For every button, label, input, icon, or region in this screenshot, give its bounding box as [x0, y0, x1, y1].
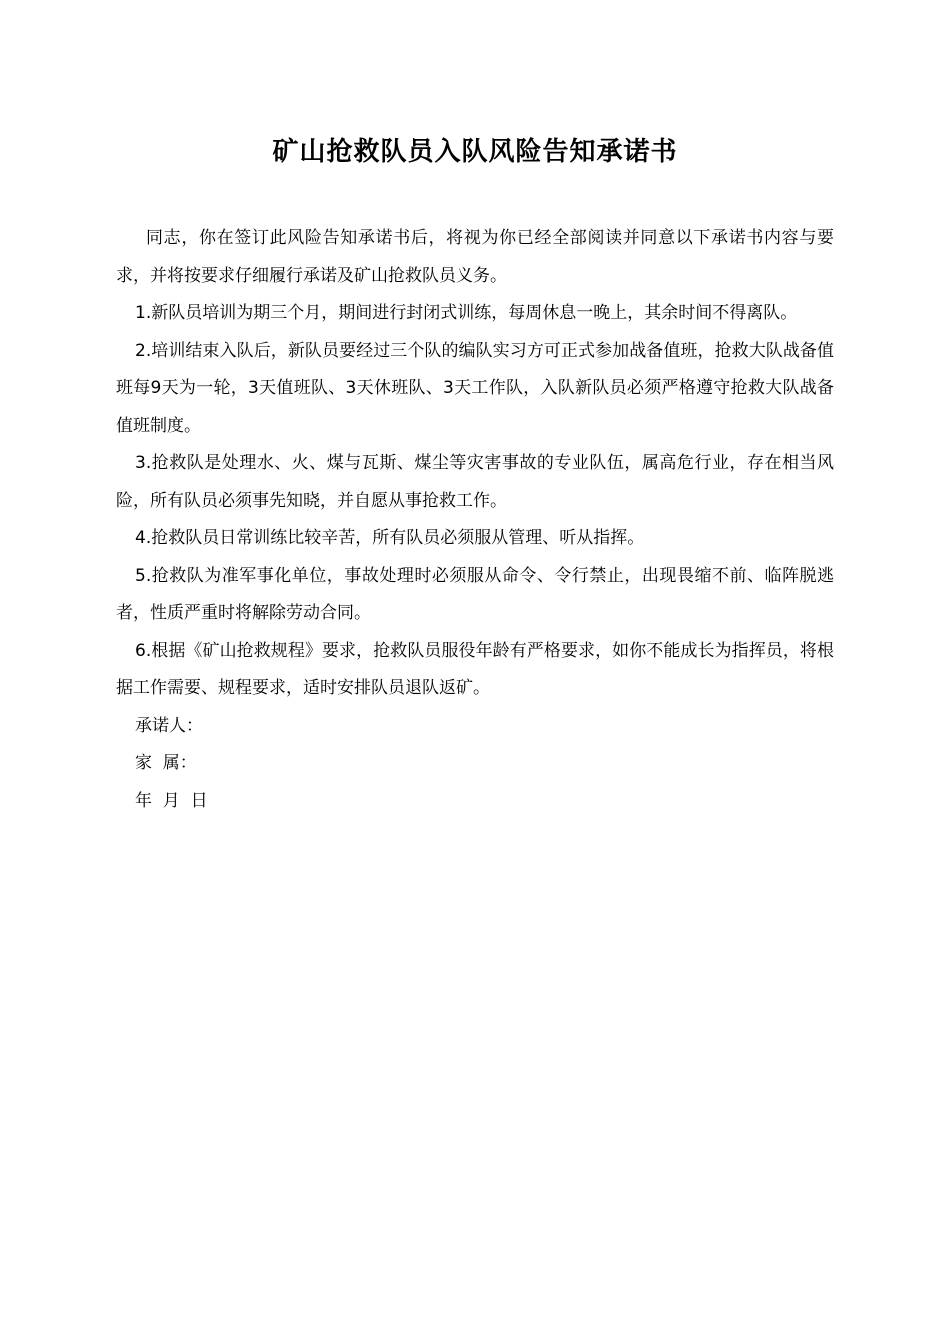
document-body [116, 220, 834, 820]
intro-paragraph: 同志，你在签订此风险告知承诺书后，将视为你已经全部阅读并同意以下承诺书内容与要求，并将按要求仔细履行承诺及矿山抢救队员义务。 [116, 228, 834, 286]
clause-1: 1.新队员培训为期三个月，期间进行封闭式训练，每周休息一晚上，其余时间不得离队。 [135, 303, 798, 323]
clause-3: 3.抢救队是处理水、火、煤与瓦斯、煤尘等灾害事故的专业队伍，属高危行业，存在相当风险，所有队员必须事先知晓，并自愿从事抢救工作。 [116, 453, 834, 511]
clause-6: 6.根据《矿山抢救规程》要求，抢救队员服役年龄有严格要求，如你不能成长为指挥员，将根据工作需要、规程要求，适时安排队员退队返矿。 [116, 640, 834, 698]
clause-2: 2.培训结束入队后，新队员要经过三个队的编队实习方可正式参加战备值班，抢救大队战备值班每9天为一轮，3天值班队、3天休班队、3天工作队，入队新队员必须严格遵守抢救大队战备值班制度。 [116, 340, 834, 436]
document-title: 矿山抢救队员入队风险告知承诺书 [272, 137, 678, 167]
family-signature-line: 家 属： [135, 753, 197, 773]
clause-5: 5.抢救队为准军事化单位，事故处理时必须服从命令、令行禁止，出现畏缩不前、临阵脱逃者，性质严重时将解除劳动合同。 [116, 565, 834, 623]
date-line: 年 月 日 [135, 790, 208, 811]
clause-4: 4.抢救队员日常训练比较辛苦，所有队员必须服从管理、听从指挥。 [135, 528, 645, 548]
promisor-signature-line: 承诺人： [135, 715, 203, 736]
